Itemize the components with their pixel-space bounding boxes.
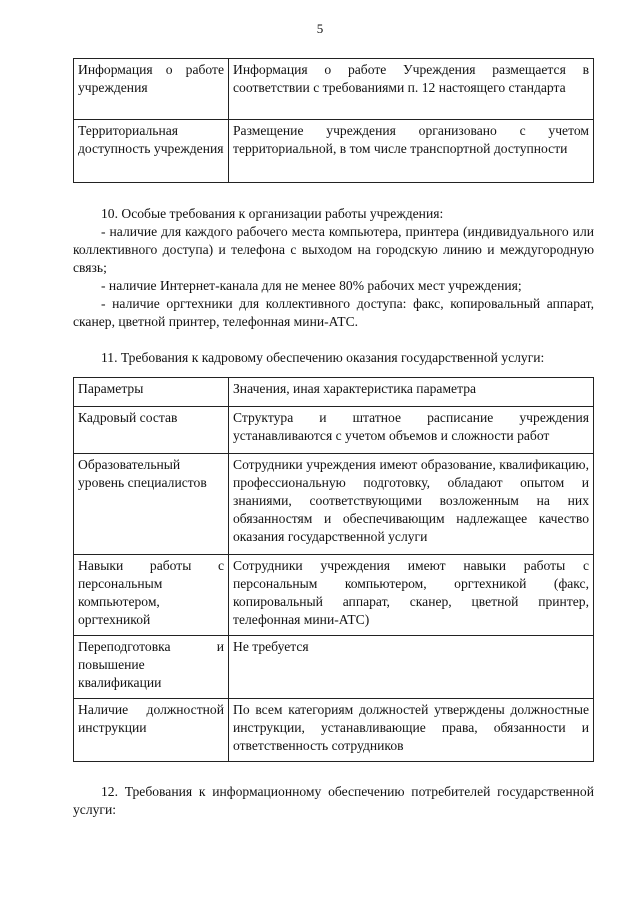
value-cell: По всем категориям должностей утверждены должностные инструкции, устанавливающие права, обязанности и ответственность сотрудников [229, 699, 594, 762]
value-cell: Информация о работе Учреждения размещается в соответствии с требованиями п. 12 настоящего стандарта [229, 59, 594, 120]
table-row [74, 59, 594, 120]
param-cell: Переподготовка и повышение квалификации [74, 636, 229, 699]
list-item: - наличие оргтехники для коллективного доступа: факс, копировальный аппарат, сканер, цветной принтер, телефонная мини-АТС. [73, 296, 594, 329]
table-row [74, 699, 594, 762]
param-cell: Образовательный уровень специалистов [74, 454, 229, 555]
page-number: 5 [316, 21, 324, 36]
table-row [74, 407, 594, 454]
list-item: - наличие для каждого рабочего места компьютера, принтера (индивидуального или коллективного доступа) и телефона с выходом на городскую линию и междугородную связь; [73, 224, 594, 275]
header-param-cell: Параметры [74, 378, 229, 407]
list-item: - наличие Интернет-канала для не менее 80% рабочих мест учреждения; [101, 278, 522, 293]
value-cell: Сотрудники учреждения имеют образование, квалификацию, профессиональную подготовку, обладают опытом и знаниями, соответствующими возложенным на них обязанностям и обеспечивающим надлежащее качество оказания государственной услуги [229, 454, 594, 555]
param-cell: Территориальная доступность учреждения [74, 120, 229, 183]
section-heading: 12. Требования к информационному обеспечению потребителей государственной услуги: [73, 784, 594, 817]
section-heading: 11. Требования к кадровому обеспечению оказания государственной услуги: [101, 350, 545, 365]
table-header-row [74, 378, 594, 407]
value-cell: Размещение учреждения организовано с учетом территориальной, в том числе транспортной доступности [229, 120, 594, 183]
param-cell: Наличие должностной инструкции [74, 699, 229, 762]
value-cell: Структура и штатное расписание учреждения устанавливаются с учетом объемов и сложности работ [229, 407, 594, 454]
table-row [74, 636, 594, 699]
param-cell: Информация о работе учреждения [74, 59, 229, 120]
table-row [74, 555, 594, 636]
header-value-cell: Значения, иная характеристика параметра [229, 378, 594, 407]
staffing-table [73, 377, 594, 762]
table-row [74, 120, 594, 183]
value-cell: Не требуется [229, 636, 594, 699]
table-row [74, 454, 594, 555]
param-cell: Навыки работы с персональным компьютером, оргтехникой [74, 555, 229, 636]
info-table [73, 58, 594, 183]
param-cell: Кадровый состав [74, 407, 229, 454]
section-heading: 10. Особые требования к организации работы учреждения: [101, 206, 444, 221]
value-cell: Сотрудники учреждения имеют навыки работы с персональным компьютером, оргтехникой (факс, копировальный аппарат, сканер, цветной принтер, телефонная мини-АТС) [229, 555, 594, 636]
